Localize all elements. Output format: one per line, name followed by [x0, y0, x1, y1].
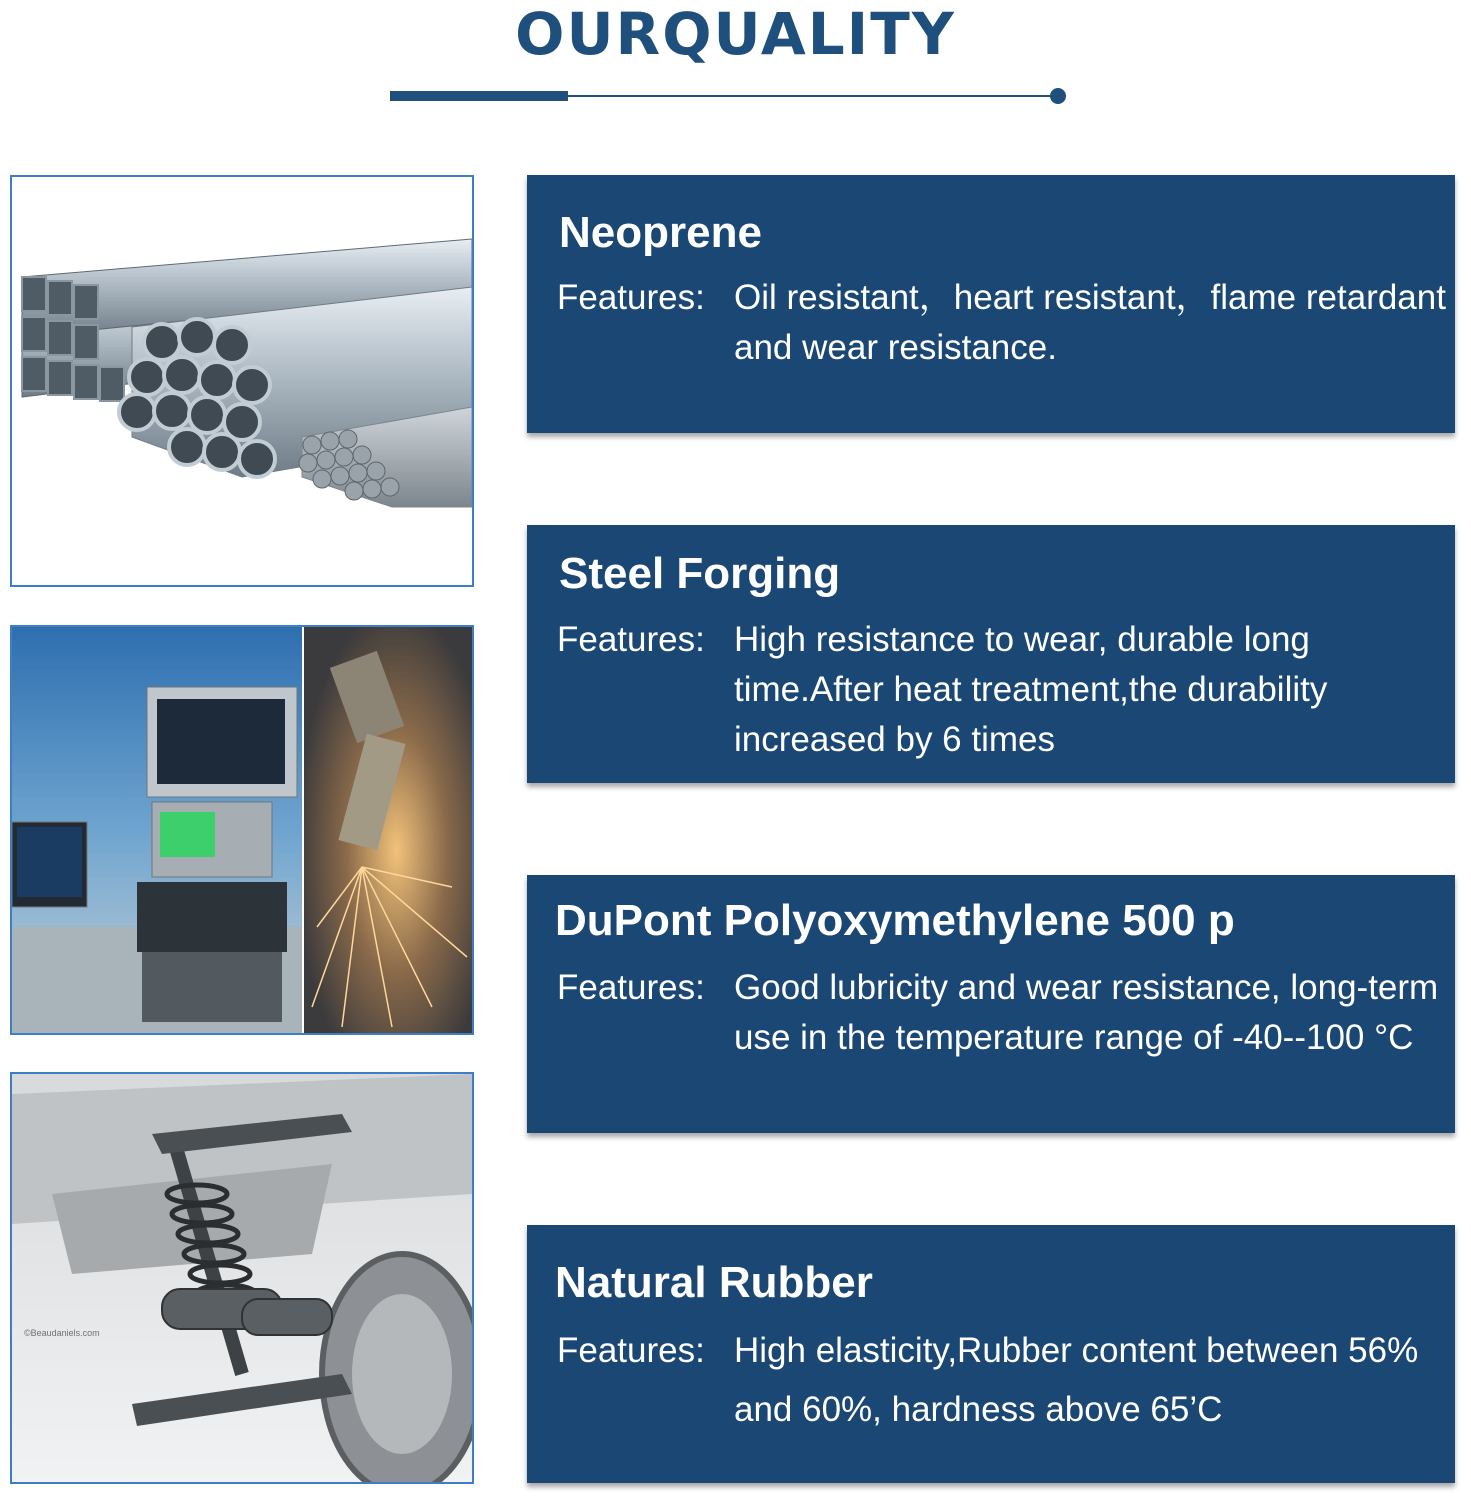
features-text: Good lubricity and wear resistance, long-term use in the temperature range of -40--100 °C [734, 968, 1439, 1057]
photo-watermark: ©Beaudaniels.com [24, 1328, 100, 1338]
features-text: High resistance to wear, durable long time.After heat treatment,the durability increased by 6 times [734, 620, 1328, 759]
feature-card-steel-forging [527, 525, 1455, 783]
card-title: Neoprene [559, 208, 762, 257]
card-title: Steel Forging [559, 549, 841, 598]
features-label: Features: [557, 968, 705, 1007]
features-label: Features: [557, 278, 705, 317]
features-label: Features: [557, 1331, 705, 1370]
cnc-machine-welding-photo [10, 625, 474, 1035]
section-title: OURQUALITY [515, 0, 956, 68]
car-suspension-photo [10, 1072, 474, 1484]
title-underline [390, 88, 1070, 104]
steel-pipes-photo [10, 175, 474, 587]
feature-card-natural-rubber [527, 1225, 1455, 1483]
features-text: High elasticity,Rubber content between 56% and 60%, hardness above 65’C [734, 1331, 1419, 1429]
feature-card-dupont-polyoxymethylene [527, 875, 1455, 1133]
card-title: Natural Rubber [555, 1258, 873, 1307]
features-text: Oil resistant，heart resistant，flame retardant and wear resistance. [734, 278, 1446, 367]
feature-card-neoprene [527, 175, 1455, 433]
card-title: DuPont Polyoxymethylene 500 p [555, 896, 1235, 945]
features-label: Features: [557, 620, 705, 659]
